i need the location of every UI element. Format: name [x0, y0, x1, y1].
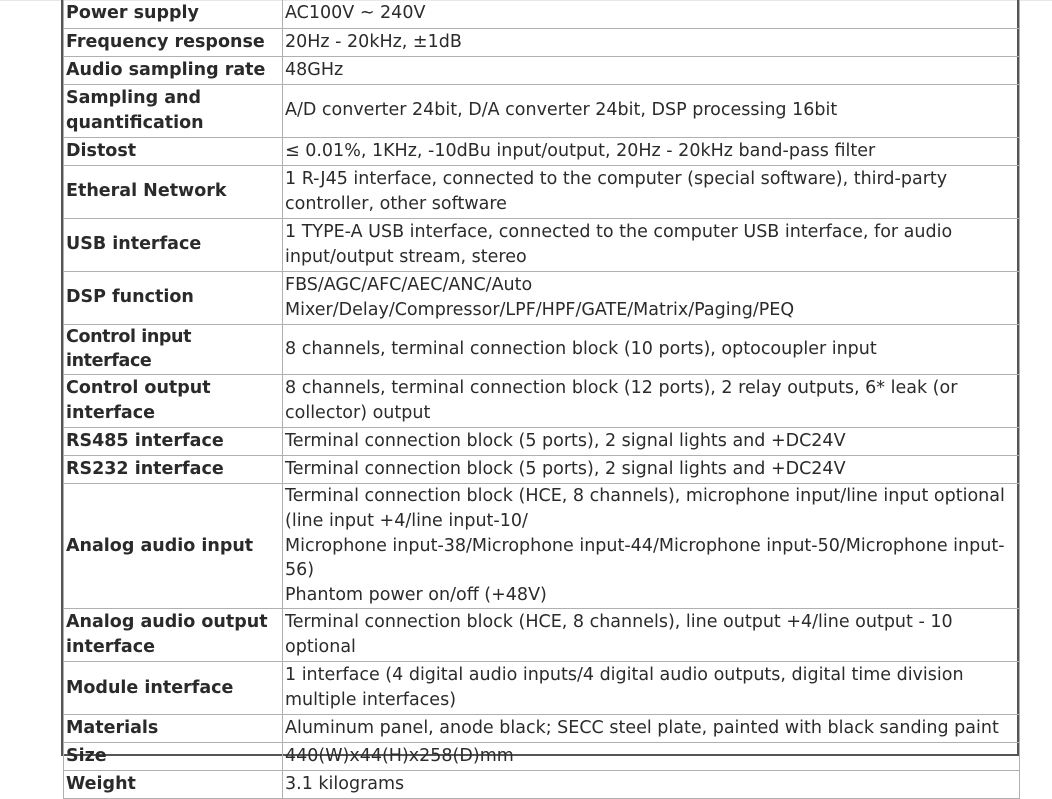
spec-table-body: [64, 0, 1020, 799]
spec-value-line: Terminal connection block (5 ports), 2 signal lights and +DC24V: [285, 431, 846, 452]
spec-value-line: AC100V ~ 240V: [285, 3, 426, 24]
spec-value: [283, 428, 1020, 456]
spec-value-line: 1 R-J45 interface, connected to the computer (special software), third-party controller, other software: [285, 168, 948, 214]
spec-value: [283, 218, 1020, 271]
spec-row: [64, 428, 1020, 456]
spec-row: [64, 271, 1020, 324]
spec-row: [64, 0, 1020, 28]
spec-label: RS232 interface: [64, 456, 283, 484]
spec-value: [283, 484, 1020, 609]
spec-value: [283, 165, 1020, 218]
spec-row: [64, 771, 1020, 799]
spec-row: [64, 28, 1020, 56]
spec-value: [283, 715, 1020, 743]
spec-value: [283, 28, 1020, 56]
spec-row: [64, 84, 1020, 137]
spec-value: [283, 271, 1020, 324]
spec-row: [64, 56, 1020, 84]
spec-value-line: 20Hz - 20kHz, ±1dB: [285, 31, 462, 52]
spec-label: USB interface: [64, 218, 283, 271]
spec-sheet: [61, 0, 1019, 795]
spec-label: Module interface: [64, 662, 283, 715]
spec-row: [64, 456, 1020, 484]
spec-label: Control input interface: [64, 324, 283, 375]
spec-value-line: 8 channels, terminal connection block (10 ports), optocoupler input: [285, 338, 877, 359]
spec-row: [64, 715, 1020, 743]
spec-label: Weight: [64, 771, 283, 799]
spec-value: [283, 662, 1020, 715]
spec-label: Analog audio output interface: [64, 609, 283, 662]
spec-value-line: Phantom power on/off (+48V): [285, 585, 547, 606]
spec-row: [64, 609, 1020, 662]
spec-label: Sampling and quantification: [64, 84, 283, 137]
spec-value: [283, 375, 1020, 428]
spec-label: Power supply: [64, 0, 283, 28]
spec-label: Distost: [64, 137, 283, 165]
spec-label: Control output interface: [64, 375, 283, 428]
spec-value-line: Mixer/Delay/Compressor/LPF/HPF/GATE/Matrix/Paging/PEQ: [285, 299, 795, 320]
spec-label: DSP function: [64, 271, 283, 324]
spec-label: Audio sampling rate: [64, 56, 283, 84]
spec-label: Frequency response: [64, 28, 283, 56]
spec-value-line: Microphone input-38/Microphone input-44/Microphone input-50/Microphone input-56): [285, 535, 1005, 581]
spec-row: [64, 324, 1020, 375]
spec-value-line: Aluminum panel, anode black; SECC steel plate, painted with black sanding paint: [285, 718, 999, 739]
spec-value: [283, 324, 1020, 375]
spec-value-line: 48GHz: [285, 59, 344, 80]
spec-value-line: Terminal connection block (HCE, 8 channels), microphone input/line input optional (line input +4/line input-10/: [285, 486, 1005, 531]
spec-value-line: 1 interface (4 digital audio inputs/4 digital audio outputs, digital time division multiple interfaces): [285, 665, 964, 711]
spec-row: [64, 165, 1020, 218]
spec-value-line: 1 TYPE-A USB interface, connected to the computer USB interface, for audio input/output stream, stereo: [285, 221, 953, 267]
spec-value: [283, 137, 1020, 165]
spec-value: [283, 56, 1020, 84]
spec-table: [63, 0, 1020, 799]
spec-label: Materials: [64, 715, 283, 743]
spec-value-line: 440(W)x44(H)x258(D)mm: [285, 746, 514, 767]
spec-value: [283, 609, 1020, 662]
spec-label: Analog audio input: [64, 484, 283, 609]
spec-value: [283, 0, 1020, 28]
spec-row: [64, 375, 1020, 428]
spec-row: [64, 662, 1020, 715]
spec-label: RS485 interface: [64, 428, 283, 456]
spec-value-line: 8 channels, terminal connection block (12 ports), 2 relay outputs, 6* leak (or collector) output: [285, 378, 958, 424]
spec-value-line: ≤ 0.01%, 1KHz, -10dBu input/output, 20Hz - 20kHz band-pass filter: [285, 140, 876, 161]
spec-value-line: A/D converter 24bit, D/A converter 24bit, DSP processing 16bit: [285, 100, 838, 121]
spec-value: [283, 743, 1020, 771]
spec-row: [64, 484, 1020, 609]
spec-row: [64, 743, 1020, 771]
spec-value: [283, 84, 1020, 137]
spec-value-line: 3.1 kilograms: [285, 774, 405, 795]
spec-value-line: FBS/AGC/AFC/AEC/ANC/Auto: [285, 274, 533, 295]
spec-value-line: Terminal connection block (5 ports), 2 signal lights and +DC24V: [285, 459, 846, 480]
spec-label: Size: [64, 743, 283, 771]
spec-value-line: Terminal connection block (HCE, 8 channels), line output +4/line output - 10 optional: [285, 612, 953, 658]
spec-row: [64, 137, 1020, 165]
spec-row: [64, 218, 1020, 271]
spec-value: [283, 456, 1020, 484]
spec-label: Etheral Network: [64, 165, 283, 218]
spec-value: [283, 771, 1020, 799]
